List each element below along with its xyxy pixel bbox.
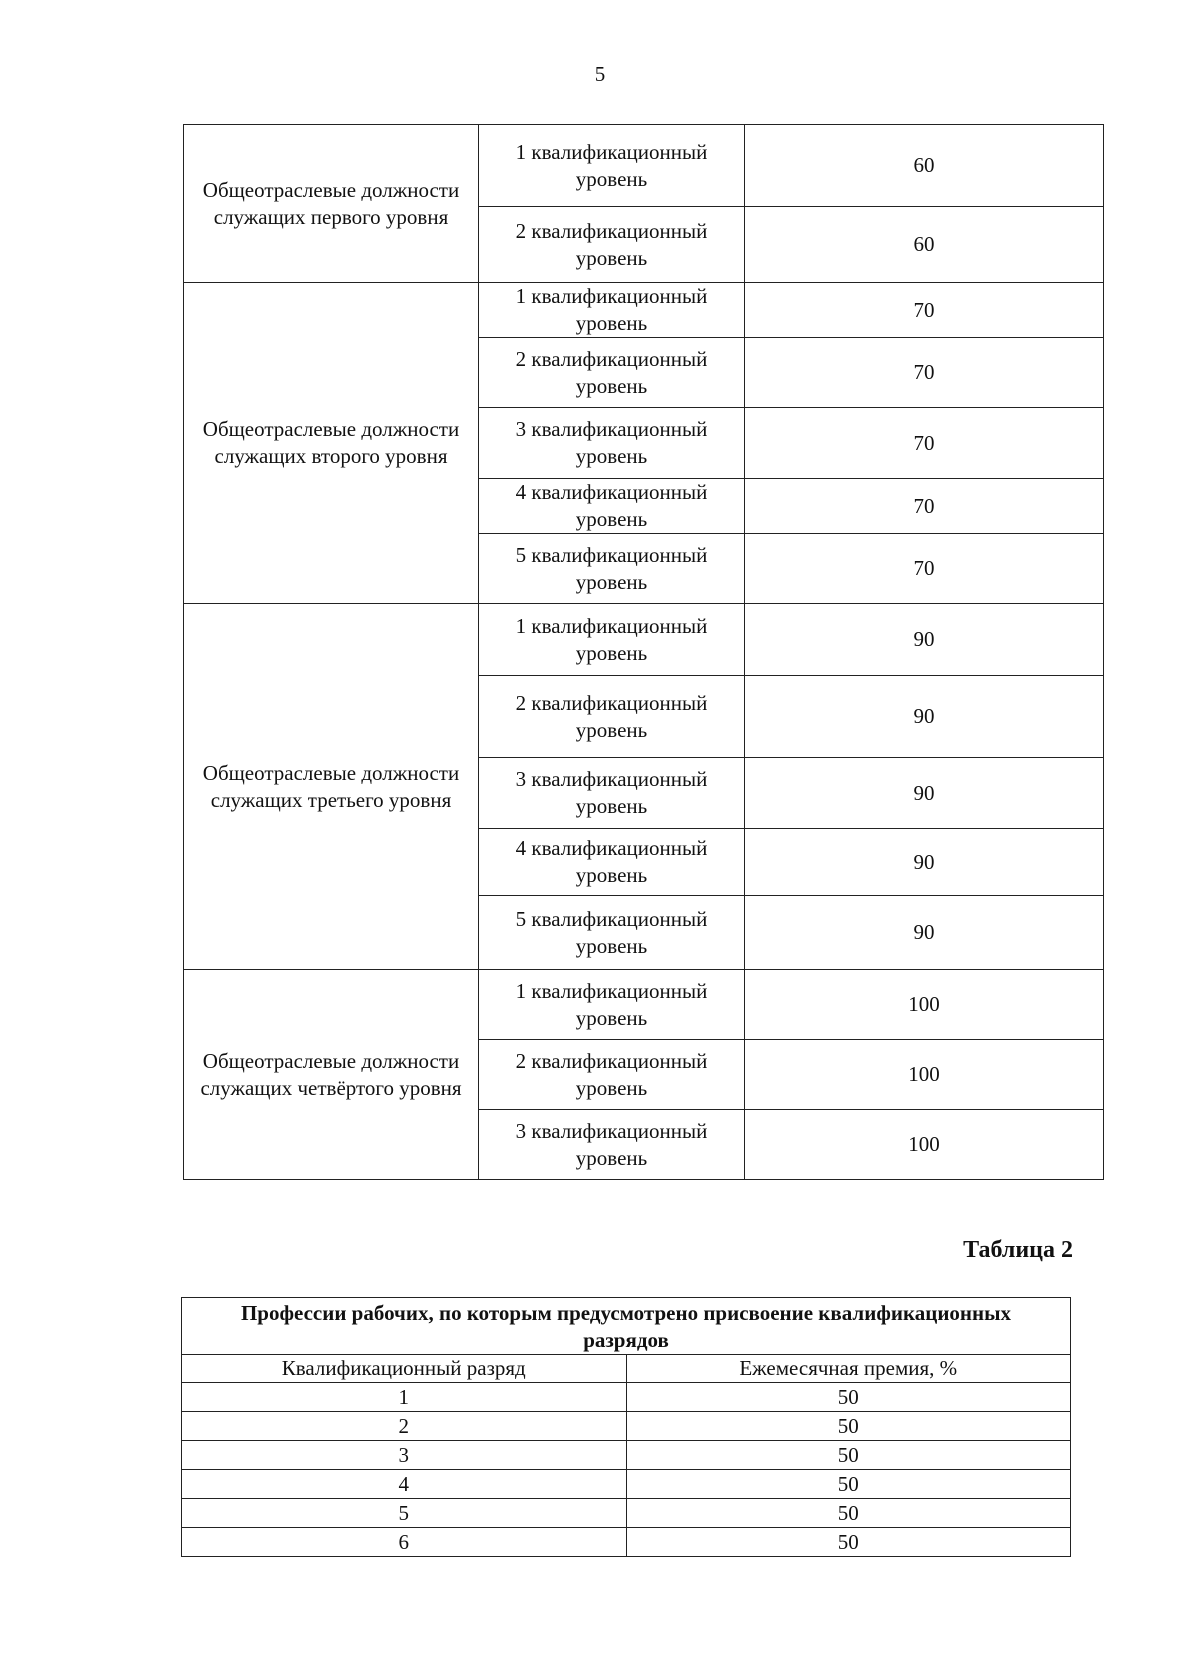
table-row — [182, 1412, 1071, 1441]
qualification-level: 1 квалификационный уровень — [479, 970, 745, 1040]
bonus-value: 100 — [745, 1110, 1104, 1180]
bonus-value: 70 — [745, 283, 1104, 338]
qualification-level: 3 квалификационный уровень — [479, 758, 745, 829]
qualification-level: 2 квалификационный уровень — [479, 207, 745, 283]
qualification-level: 4 квалификационный уровень — [479, 479, 745, 534]
bonus-value: 70 — [745, 479, 1104, 534]
table-row — [182, 1441, 1071, 1470]
bonus-cell: 50 — [626, 1499, 1071, 1528]
bonus-cell: 50 — [626, 1412, 1071, 1441]
grade-cell: 1 — [182, 1383, 627, 1412]
qualification-level: 1 квалификационный уровень — [479, 604, 745, 676]
bonus-value: 90 — [745, 758, 1104, 829]
page-number: 5 — [594, 62, 606, 86]
salary-levels-table — [183, 124, 1104, 1180]
bonus-value: 70 — [745, 408, 1104, 479]
bonus-cell: 50 — [626, 1470, 1071, 1499]
table-row — [184, 970, 1104, 1040]
bonus-cell: 50 — [626, 1441, 1071, 1470]
bonus-value: 60 — [745, 125, 1104, 207]
bonus-value: 90 — [745, 604, 1104, 676]
qualification-level: 1 квалификационный уровень — [479, 125, 745, 207]
bonus-value: 90 — [745, 829, 1104, 896]
bonus-value: 100 — [745, 970, 1104, 1040]
table-row — [184, 604, 1104, 676]
qualification-level: 4 квалификационный уровень — [479, 829, 745, 896]
qualification-level: 5 квалификационный уровень — [479, 534, 745, 604]
qualification-level: 2 квалификационный уровень — [479, 1040, 745, 1110]
table-row — [182, 1470, 1071, 1499]
bonus-value: 90 — [745, 676, 1104, 758]
table-2-caption: Таблица 2 — [963, 1237, 1073, 1263]
bonus-value: 90 — [745, 896, 1104, 970]
qualification-level: 3 квалификационный уровень — [479, 1110, 745, 1180]
grade-cell: 5 — [182, 1499, 627, 1528]
bonus-cell: 50 — [626, 1383, 1071, 1412]
column-header-bonus: Ежемесячная премия, % — [626, 1355, 1071, 1383]
position-group-name: Общеотраслевые должности служащих третьего уровня — [184, 604, 479, 970]
table-row — [182, 1528, 1071, 1557]
table-row — [184, 283, 1104, 338]
position-group-name: Общеотраслевые должности служащих четвёртого уровня — [184, 970, 479, 1180]
bonus-value: 60 — [745, 207, 1104, 283]
column-header-grade: Квалификационный разряд — [182, 1355, 627, 1383]
grade-cell: 3 — [182, 1441, 627, 1470]
table-row — [182, 1499, 1071, 1528]
bonus-value: 70 — [745, 534, 1104, 604]
table-row — [182, 1383, 1071, 1412]
qualification-level: 3 квалификационный уровень — [479, 408, 745, 479]
worker-professions-table — [181, 1297, 1071, 1557]
position-group-name: Общеотраслевые должности служащих второго уровня — [184, 283, 479, 604]
qualification-level: 2 квалификационный уровень — [479, 338, 745, 408]
bonus-value: 100 — [745, 1040, 1104, 1110]
table-2-title: Профессии рабочих, по которым предусмотрено присвоение квалификационных разрядов — [182, 1298, 1071, 1355]
qualification-level: 2 квалификационный уровень — [479, 676, 745, 758]
grade-cell: 4 — [182, 1470, 627, 1499]
table-row — [184, 125, 1104, 207]
qualification-level: 5 квалификационный уровень — [479, 896, 745, 970]
qualification-level: 1 квалификационный уровень — [479, 283, 745, 338]
grade-cell: 2 — [182, 1412, 627, 1441]
position-group-name: Общеотраслевые должности служащих первого уровня — [184, 125, 479, 283]
bonus-cell: 50 — [626, 1528, 1071, 1557]
grade-cell: 6 — [182, 1528, 627, 1557]
bonus-value: 70 — [745, 338, 1104, 408]
